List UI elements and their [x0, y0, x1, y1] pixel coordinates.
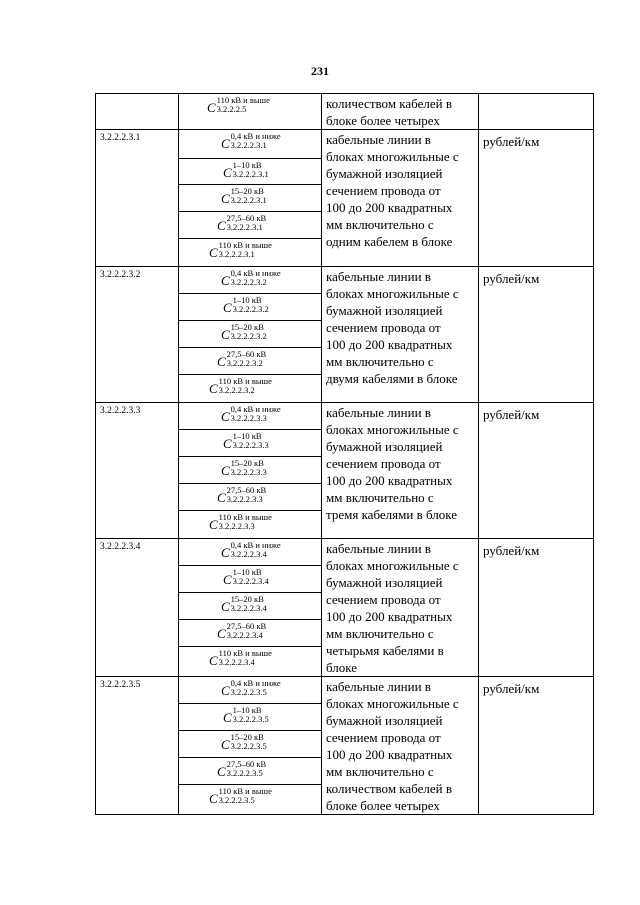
- code-cell: 3.2.2.2.3.1: [96, 130, 179, 267]
- formula-subcell: [179, 566, 321, 593]
- formula-superscript: 0,4 кВ и ниже: [230, 678, 281, 688]
- formula-symbol: C: [217, 490, 226, 505]
- description-line: 100 до 200 квадратных: [326, 337, 453, 352]
- description-line: двумя кабелями в блоке: [326, 371, 458, 386]
- formula: [223, 296, 269, 314]
- description-line: бумажной изоляцией: [326, 166, 443, 181]
- formula-superscript: 15–20 кВ: [230, 322, 264, 332]
- formula-symbol: C: [223, 165, 232, 180]
- description-line: тремя кабелями в блоке: [326, 507, 457, 522]
- description-line: блоках многожильные с: [326, 422, 459, 437]
- description-line: 100 до 200 квадратных: [326, 473, 453, 488]
- table-row: [96, 94, 594, 130]
- description-line: бумажной изоляцией: [326, 575, 443, 590]
- code-cell: [96, 94, 179, 130]
- formula-subcell: [179, 593, 321, 620]
- formula-subscript: 3.2.2.2.3.1: [230, 140, 267, 150]
- formula-subscript: 3.2.2.2.3.4: [230, 549, 267, 559]
- table-row: [96, 539, 594, 677]
- formula: [217, 622, 266, 640]
- formula-subscript: 3.2.2.2.3.5: [232, 714, 269, 724]
- formula: [207, 96, 270, 114]
- formula-superscript: 27,5–60 кВ: [226, 213, 267, 223]
- formula-cell: [179, 677, 322, 815]
- formula-subcell: [179, 647, 321, 672]
- description-line: блоке более четырех: [326, 113, 440, 128]
- formula: [221, 679, 281, 697]
- formula-subscript: 3.2.2.2.3.1: [218, 249, 255, 259]
- formula-subscript: 3.2.2.2.3.3: [230, 413, 267, 423]
- formula-subcell: [179, 677, 321, 704]
- code-cell: 3.2.2.2.3.4: [96, 539, 179, 677]
- formula: [221, 541, 281, 559]
- formula: [209, 787, 272, 805]
- formula-superscript: 1–10 кВ: [232, 295, 262, 305]
- formula-superscript: 0,4 кВ и ниже: [230, 404, 281, 414]
- description-line: мм включительно с: [326, 490, 434, 505]
- formula-subcell: [179, 758, 321, 785]
- formula-subcell: [179, 159, 321, 185]
- formula-superscript: 110 кВ и выше: [216, 95, 270, 105]
- description-cell: [322, 403, 479, 539]
- formula-superscript: 110 кВ и выше: [218, 512, 272, 522]
- formula-cell: [179, 94, 322, 130]
- formula-subcell: [179, 212, 321, 239]
- formula: [209, 377, 272, 395]
- formula-symbol: C: [221, 545, 230, 560]
- description-line: блоках многожильные с: [326, 286, 459, 301]
- description-line: кабельные линии в: [326, 405, 431, 420]
- table-row: [96, 403, 594, 539]
- description-line: сечением провода от: [326, 320, 441, 335]
- formula-symbol: C: [207, 100, 216, 115]
- description-line: мм включительно с: [326, 217, 434, 232]
- formula-symbol: C: [217, 626, 226, 641]
- formula-superscript: 1–10 кВ: [232, 705, 262, 715]
- formula-subcell: [179, 267, 321, 294]
- formula: [217, 214, 266, 232]
- formula-symbol: C: [217, 764, 226, 779]
- formula-symbol: C: [223, 710, 232, 725]
- description-line: блоке: [326, 660, 358, 675]
- formula-superscript: 27,5–60 кВ: [226, 485, 267, 495]
- formula-subscript: 3.2.2.2.3.5: [218, 795, 255, 805]
- description-line: количеством кабелей в: [326, 781, 452, 796]
- formula-cell: [179, 267, 322, 403]
- description-line: четырьмя кабелями в: [326, 643, 444, 658]
- formula-subcell: [179, 94, 321, 128]
- description-line: 100 до 200 квадратных: [326, 609, 453, 624]
- formula-symbol: C: [223, 436, 232, 451]
- page-number: 231: [311, 64, 329, 78]
- formula: [221, 459, 267, 477]
- formula: [221, 269, 281, 287]
- formula-subcell: [179, 185, 321, 212]
- description-line: блоках многожильные с: [326, 558, 459, 573]
- formula-superscript: 110 кВ и выше: [218, 786, 272, 796]
- formula-superscript: 1–10 кВ: [232, 567, 262, 577]
- formula: [217, 760, 266, 778]
- formula-subscript: 3.2.2.2.3.5: [230, 741, 267, 751]
- formula-superscript: 1–10 кВ: [232, 160, 262, 170]
- unit-cell: рублей/км: [479, 130, 594, 267]
- formula-symbol: C: [221, 463, 230, 478]
- unit-cell: [479, 94, 594, 130]
- unit-cell: рублей/км: [479, 267, 594, 403]
- table-row: [96, 130, 594, 267]
- formula: [221, 405, 281, 423]
- formula-subscript: 3.2.2.2.3.3: [226, 494, 263, 504]
- description-line: количеством кабелей в: [326, 96, 452, 111]
- description-line: одним кабелем в блоке: [326, 234, 453, 249]
- formula: [223, 568, 269, 586]
- formula: [223, 161, 269, 179]
- formula-symbol: C: [209, 653, 218, 668]
- formula-subscript: 3.2.2.2.3.1: [230, 195, 267, 205]
- formula-subscript: 3.2.2.2.3.2: [232, 304, 269, 314]
- formula-subscript: 3.2.2.2.3.4: [230, 603, 267, 613]
- formula: [209, 241, 272, 259]
- formula-subcell: [179, 321, 321, 348]
- formula-symbol: C: [221, 599, 230, 614]
- formula-subcell: [179, 430, 321, 457]
- formula-symbol: C: [221, 737, 230, 752]
- description-line: бумажной изоляцией: [326, 303, 443, 318]
- description-line: сечением провода от: [326, 456, 441, 471]
- formula: [217, 350, 266, 368]
- unit-cell: рублей/км: [479, 403, 594, 539]
- formula: [221, 132, 281, 150]
- description-line: мм включительно с: [326, 626, 434, 641]
- formula-subcell: [179, 785, 321, 811]
- code-cell: 3.2.2.2.3.2: [96, 267, 179, 403]
- formula-subscript: 3.2.2.2.3.4: [226, 630, 263, 640]
- formula-subscript: 3.2.2.2.3.4: [218, 657, 255, 667]
- formula: [223, 706, 269, 724]
- formula-subscript: 3.2.2.2.3.5: [226, 768, 263, 778]
- formula-subscript: 3.2.2.2.3.3: [232, 440, 269, 450]
- formula-subcell: [179, 704, 321, 731]
- description-line: сечением провода от: [326, 730, 441, 745]
- formula-subcell: [179, 375, 321, 402]
- formula: [223, 432, 269, 450]
- formula-subcell: [179, 731, 321, 758]
- table-row: [96, 677, 594, 815]
- formula-subscript: 3.2.2.2.3.3: [230, 467, 267, 477]
- formula-subcell: [179, 484, 321, 511]
- formula-subscript: 3.2.2.2.3.2: [230, 331, 267, 341]
- formula-subscript: 3.2.2.2.3.2: [230, 277, 267, 287]
- formula-symbol: C: [209, 517, 218, 532]
- formula-superscript: 15–20 кВ: [230, 186, 264, 196]
- formula-superscript: 110 кВ и выше: [218, 376, 272, 386]
- formula-superscript: 110 кВ и выше: [218, 648, 272, 658]
- description-line: бумажной изоляцией: [326, 713, 443, 728]
- formula-superscript: 110 кВ и выше: [218, 240, 272, 250]
- formula-subscript: 3.2.2.2.3.1: [232, 169, 269, 179]
- formula-superscript: 0,4 кВ и ниже: [230, 540, 281, 550]
- formula-symbol: C: [221, 136, 230, 151]
- formula-subcell: [179, 403, 321, 430]
- formula-symbol: C: [217, 354, 226, 369]
- formula: [221, 323, 267, 341]
- table-row: [96, 267, 594, 403]
- formula-cell: [179, 130, 322, 267]
- formula-subcell: [179, 620, 321, 647]
- description-line: блоках многожильные с: [326, 149, 459, 164]
- description-line: кабельные линии в: [326, 132, 431, 147]
- formula-superscript: 15–20 кВ: [230, 732, 264, 742]
- formula: [221, 187, 267, 205]
- formula-symbol: C: [221, 327, 230, 342]
- formula-subscript: 3.2.2.2.3.4: [232, 576, 269, 586]
- description-line: блоке более четырех: [326, 798, 440, 813]
- formula-subcell: [179, 511, 321, 538]
- formula-symbol: C: [209, 791, 218, 806]
- formula-symbol: C: [221, 273, 230, 288]
- formula-subcell: [179, 457, 321, 484]
- formula-symbol: C: [217, 218, 226, 233]
- tariff-table: [95, 93, 594, 815]
- description-line: блоках многожильные с: [326, 696, 459, 711]
- description-line: кабельные линии в: [326, 269, 431, 284]
- formula-subscript: 3.2.2.2.3.2: [226, 358, 263, 368]
- description-cell: [322, 94, 479, 130]
- formula-symbol: C: [223, 572, 232, 587]
- formula-subcell: [179, 294, 321, 321]
- formula-subcell: [179, 348, 321, 375]
- formula-superscript: 0,4 кВ и ниже: [230, 268, 281, 278]
- formula-subcell: [179, 130, 321, 159]
- formula-subscript: 3.2.2.2.3.2: [218, 385, 255, 395]
- unit-cell: рублей/км: [479, 677, 594, 815]
- formula-symbol: C: [221, 191, 230, 206]
- description-cell: [322, 677, 479, 815]
- formula-subcell: [179, 239, 321, 266]
- description-line: бумажной изоляцией: [326, 439, 443, 454]
- formula-subscript: 3.2.2.2.3.1: [226, 222, 263, 232]
- code-cell: 3.2.2.2.3.5: [96, 677, 179, 815]
- description-cell: [322, 539, 479, 677]
- formula-subcell: [179, 539, 321, 566]
- formula-subscript: 3.2.2.2.3.3: [218, 521, 255, 531]
- formula: [221, 733, 267, 751]
- unit-cell: рублей/км: [479, 539, 594, 677]
- code-cell: 3.2.2.2.3.3: [96, 403, 179, 539]
- description-cell: [322, 267, 479, 403]
- formula-subscript: 3.2.2.2.3.5: [230, 687, 267, 697]
- formula-superscript: 27,5–60 кВ: [226, 349, 267, 359]
- description-line: мм включительно с: [326, 764, 434, 779]
- description-line: сечением провода от: [326, 592, 441, 607]
- formula: [209, 513, 272, 531]
- formula: [221, 595, 267, 613]
- formula-subscript: 3.2.2.2.5: [216, 104, 247, 114]
- formula-symbol: C: [209, 381, 218, 396]
- description-line: мм включительно с: [326, 354, 434, 369]
- formula-symbol: C: [223, 300, 232, 315]
- description-cell: [322, 130, 479, 267]
- description-line: кабельные линии в: [326, 679, 431, 694]
- formula-superscript: 0,4 кВ и ниже: [230, 131, 281, 141]
- formula-superscript: 15–20 кВ: [230, 594, 264, 604]
- formula-cell: [179, 539, 322, 677]
- formula: [209, 649, 272, 667]
- formula-symbol: C: [209, 245, 218, 260]
- formula-cell: [179, 403, 322, 539]
- description-line: 100 до 200 квадратных: [326, 200, 453, 215]
- formula-superscript: 15–20 кВ: [230, 458, 264, 468]
- description-line: 100 до 200 квадратных: [326, 747, 453, 762]
- formula-superscript: 27,5–60 кВ: [226, 621, 267, 631]
- formula-symbol: C: [221, 683, 230, 698]
- formula-superscript: 27,5–60 кВ: [226, 759, 267, 769]
- description-line: сечением провода от: [326, 183, 441, 198]
- formula: [217, 486, 266, 504]
- description-line: кабельные линии в: [326, 541, 431, 556]
- formula-superscript: 1–10 кВ: [232, 431, 262, 441]
- formula-symbol: C: [221, 409, 230, 424]
